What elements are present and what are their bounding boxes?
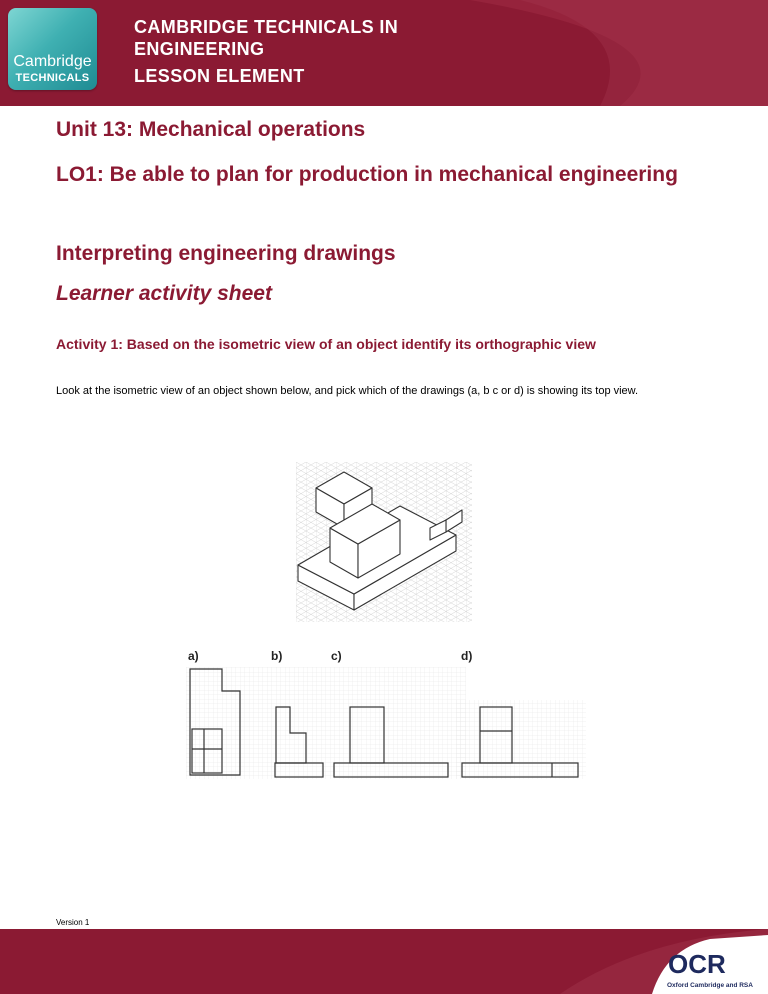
page-header xyxy=(0,0,768,106)
ocr-logo: OCR xyxy=(668,949,726,979)
activity-title: Activity 1: Based on the isometric view of an object identify its orthographic view xyxy=(56,336,596,352)
ocr-tagline: Oxford Cambridge and RSA xyxy=(667,982,753,989)
footer-background xyxy=(0,929,768,994)
logo-cambridge-text: Cambridge xyxy=(13,53,92,70)
header-subtitle: LESSON ELEMENT xyxy=(134,66,305,86)
option-a-label: a) xyxy=(188,649,199,663)
logo-technicals-text: TECHNICALS xyxy=(15,72,90,84)
option-d-label: d) xyxy=(461,649,473,663)
cambridge-technicals-logo xyxy=(8,8,97,90)
topic-title: Interpreting engineering drawings xyxy=(56,242,396,265)
version-label: Version 1 xyxy=(56,918,90,927)
orthographic-options-drawing xyxy=(186,645,586,779)
unit-title: Unit 13: Mechanical operations xyxy=(56,118,366,141)
learning-objective-title: LO1: Be able to plan for production in mechanical engineering xyxy=(56,163,678,186)
isometric-view-drawing xyxy=(296,462,472,622)
header-title: CAMBRIDGE TECHNICALS IN ENGINEERING xyxy=(134,17,399,59)
activity-instructions: Look at the isometric view of an object shown below, and pick which of the drawings (a, b c or d) is showing its top view. xyxy=(56,385,639,397)
option-b-label: b) xyxy=(271,649,283,663)
sheet-title: Learner activity sheet xyxy=(56,282,272,305)
option-c-label: c) xyxy=(331,649,342,663)
page-footer xyxy=(0,929,768,994)
